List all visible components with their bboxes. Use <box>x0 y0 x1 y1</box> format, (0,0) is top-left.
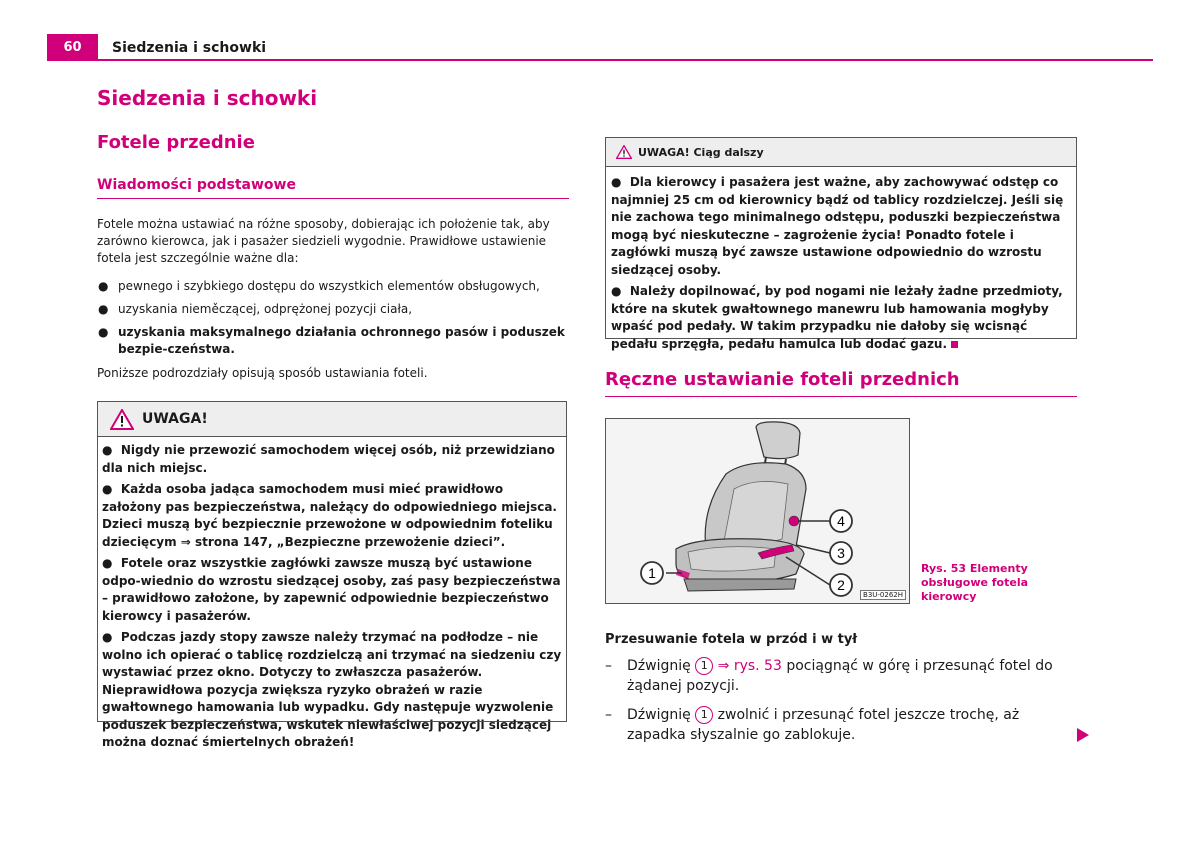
subsection-rule <box>97 198 569 199</box>
warning-item <box>102 481 563 551</box>
callout-2-label: 2 <box>837 577 845 593</box>
figure-caption: Rys. 53 Elementy obsługowe fotela kierowcy <box>921 562 1029 603</box>
figure-reference-link[interactable]: ⇒ rys. 53 <box>717 658 782 674</box>
bullet-icon: ● <box>102 630 113 644</box>
warning-triangle-icon <box>110 409 134 430</box>
warning-item <box>611 174 1073 279</box>
list-item-text: pewnego i szybkiego dostępu do wszystkich elementów obsługowych, <box>118 279 540 293</box>
section-title-manual-adjust: Ręczne ustawianie foteli przednich <box>605 369 960 390</box>
lever-number-badge: 1 <box>695 706 713 724</box>
step-dash: – <box>605 658 612 674</box>
bullet-icon: ● <box>611 284 622 298</box>
chapter-title: Siedzenia i schowki <box>97 86 318 110</box>
section-title: Fotele przednie <box>97 132 255 153</box>
warning-item <box>102 629 563 752</box>
callout-4 <box>830 510 852 532</box>
seat-illustration <box>606 419 909 603</box>
list-item <box>97 301 569 318</box>
list-item-text: uzyskania nieměczącej, odprężonej pozycji ciała, <box>118 302 413 316</box>
warning-item-text: Nigdy nie przewozić samochodem więcej osób, niż przewidziano dla nich miejsc. <box>102 443 555 475</box>
section-end-mark <box>951 341 958 348</box>
list-item <box>97 278 569 295</box>
subhead-move-seat: Przesuwanie fotela w przód i w tył <box>605 632 858 647</box>
page-number: 60 <box>47 34 98 60</box>
step-text <box>605 656 1080 696</box>
warning-item-text: Fotele oraz wszystkie zagłówki zawsze muszą być ustawione odpo-wiednio do wzrostu siedzącej osoby, zaś pasy bezpieczeństwa – prawidłowo założone, by zapewnić odpowiednie bezpieczeństwo kierowcy i pasażerów. <box>102 556 561 623</box>
step-post: zwolnić i przesunąć fotel jeszcze trochę, aż zapadka słyszalnie go zablokuje. <box>627 707 1020 743</box>
callout-1-label: 1 <box>648 565 656 581</box>
warning-item-text: Podczas jazdy stopy zawsze należy trzymać na podłodze – nie wolno ich opierać o tablicę rozdzielczą ani trzymać na siedzeniu czy wystawiać przez okno. Dotyczy to zwłaszcza pasażerów. Nieprawidłowa pozycja zwiększa ryzyko obrażeń w razie gwałtownego hamowania lub wypadku. Gdy następuje wyzwolenie poduszek bezpieczeństwa, wskutek niewłaściwej pozycji siedzącej można doznać śmiertelnych obrażeń! <box>102 630 562 749</box>
bullet-icon: ● <box>611 175 622 189</box>
section-rule <box>605 396 1077 397</box>
callout-4-label: 4 <box>837 513 845 529</box>
warning-continued-title: UWAGA! Ciąg dalszy <box>638 145 764 159</box>
callout-3-label: 3 <box>837 545 845 561</box>
intro-paragraph: Fotele można ustawiać na różne sposoby, dobierając ich położenie tak, aby zarówno kierowca, jak i pasażer siedzieli wygodnie. Prawidłowe ustawienie fotela jest szczególnie ważne dla: <box>97 217 550 265</box>
list-item <box>97 324 569 358</box>
step-dash: – <box>605 707 612 723</box>
warning-box <box>97 401 567 749</box>
running-title: Siedzenia i schowki <box>112 40 267 56</box>
step-pre: Dźwignię <box>627 707 691 723</box>
subsection-title: Wiadomości podstawowe <box>97 177 296 193</box>
step-pre: Dźwignię <box>627 658 691 674</box>
instruction-step <box>605 705 1080 745</box>
bullet-icon: ● <box>102 443 113 457</box>
warning-item <box>102 442 563 477</box>
header-rule <box>47 59 1153 61</box>
callout-1 <box>641 562 663 584</box>
warning-header <box>98 402 566 437</box>
instruction-step <box>605 656 1080 696</box>
warning-item-text: Dla kierowcy i pasażera jest ważne, aby zachowywać odstęp co najmniej 25 cm od kierownicy bądź od tablicy rozdzielczej. Jeśli się nie zachowa tego minimalnego odstępu, poduszki bezpieczeństwa mogą być nieskuteczne – zagrożenie życia! Ponadto fotele i zagłówki muszą być zawsze ustawione odpowiednio do wzrostu siedzącej osoby. <box>611 175 1064 277</box>
warning-item <box>102 555 563 625</box>
seat-figure <box>605 418 910 604</box>
bullet-icon: ● <box>102 482 113 496</box>
lever-number-badge: 1 <box>695 657 713 675</box>
next-page-arrow-icon[interactable] <box>1077 728 1089 742</box>
warning-continued-box <box>605 137 1077 351</box>
warning-continued-header <box>606 138 1076 167</box>
warning-item-text: Każda osoba jadąca samochodem musi mieć prawidłowo założony pas bezpieczeństwa, należący do odpowiedniego miejsca. Dzieci muszą być bezpiecznie przewożone w odpowiednim foteliku dziecięcym ⇒ strona 147, „Bezpieczne przewożenie dzieci”. <box>102 482 557 549</box>
figure-code: B3U-0262H <box>860 590 906 600</box>
warning-triangle-icon <box>616 145 632 159</box>
callout-3 <box>830 542 852 564</box>
bullet-icon: ● <box>98 325 109 339</box>
bullet-icon: ● <box>102 556 113 570</box>
warning-item <box>611 283 1073 353</box>
warning-body <box>98 437 566 752</box>
callout-2 <box>830 574 852 596</box>
step-text <box>605 705 1080 745</box>
warning-title: UWAGA! <box>142 411 208 427</box>
bullet-icon: ● <box>98 302 109 316</box>
step-post: pociągnąć w górę i przesunąć fotel do żądanej pozycji. <box>627 658 1053 694</box>
bullet-list <box>97 278 569 364</box>
outro-paragraph: Poniższe podrozdziały opisują sposób ustawiania foteli. <box>97 366 428 380</box>
bullet-icon: ● <box>98 279 109 293</box>
warning-item-text: Należy dopilnować, by pod nogami nie leżały żadne przedmioty, które na skutek gwałtownego manewru lub hamowania mogłyby wpaść pod pedały. W takim przypadku nie dałoby się wcisnąć pedału sprzęgła, pedału hamulca lub dodać gazu. <box>611 284 1063 351</box>
list-item-text: uzyskania maksymalnego działania ochronnego pasów i poduszek bezpie-czeństwa. <box>118 325 565 356</box>
warning-continued-body <box>606 167 1076 353</box>
